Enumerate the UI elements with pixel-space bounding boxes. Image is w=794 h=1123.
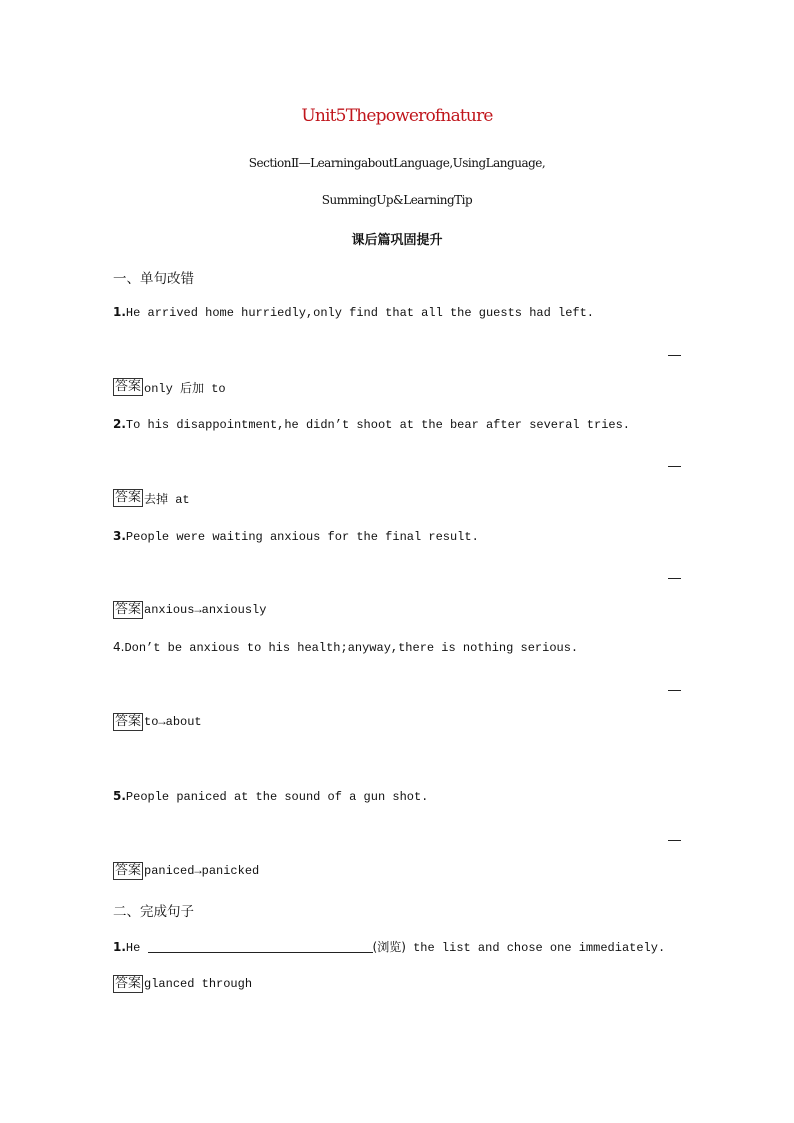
question-1 xyxy=(113,305,594,320)
question-3 xyxy=(113,529,479,544)
answer-blank-line xyxy=(668,840,681,841)
answer-blank-line xyxy=(668,355,681,356)
question-2 xyxy=(113,417,630,432)
section2-title: 二、完成句子 xyxy=(113,904,194,920)
answer-text: to→about xyxy=(144,715,202,729)
completion-answer-1 xyxy=(113,975,252,993)
answer-label: 答案 xyxy=(115,976,142,991)
answer-blank-line xyxy=(668,578,681,579)
answer-label: 答案 xyxy=(115,714,142,729)
fill-in-blank xyxy=(148,940,373,953)
answer-label: 答案 xyxy=(115,863,142,878)
answer-label: 答案 xyxy=(115,602,142,617)
question-text: To his disappointment,he didn’t shoot at the bear after several tries. xyxy=(125,418,631,432)
answer-blank-line xyxy=(668,466,681,467)
question-text-after: the list and chose one immediately. xyxy=(405,941,666,955)
question-number: 3. xyxy=(113,529,126,543)
section1-title: 一、单句改错 xyxy=(113,271,194,287)
answer-label: 答案 xyxy=(115,490,142,505)
answer-2 xyxy=(113,489,190,507)
question-number: 2. xyxy=(113,417,126,431)
question-text: People were waiting anxious for the final result. xyxy=(125,530,479,544)
answer-text: only 后加 to xyxy=(144,381,226,396)
answer-blank-line xyxy=(668,690,681,691)
answer-3 xyxy=(113,601,266,619)
question-text: He arrived home hurriedly,only find that all the guests had left. xyxy=(125,306,594,320)
answer-text: paniced→panicked xyxy=(144,864,260,878)
answer-label: 答案 xyxy=(115,379,142,394)
completion-question-1 xyxy=(113,938,665,955)
question-number: 4. xyxy=(113,640,125,654)
section-subtitle-line1: SectionⅡ—LearningaboutLanguage,UsingLanguage, xyxy=(248,156,546,170)
answer-text: anxious→anxiously xyxy=(144,603,267,617)
answer-5 xyxy=(113,862,259,880)
answer-text: 去掉 at xyxy=(144,492,190,507)
question-number: 1. xyxy=(113,940,126,954)
question-text-before: He xyxy=(125,941,148,955)
question-text: Don’t be anxious to his health;anyway,there is nothing serious. xyxy=(124,641,579,655)
question-4 xyxy=(113,640,578,655)
answer-4 xyxy=(113,713,202,731)
exercise-heading: 课后篇巩固提升 xyxy=(351,233,443,248)
question-5 xyxy=(113,789,428,804)
question-hint: (浏览) xyxy=(372,940,406,954)
question-text: People paniced at the sound of a gun shot. xyxy=(125,790,429,804)
section-subtitle-line2: SummingUp&LearningTip xyxy=(321,193,473,207)
document-title: Unit5Thepowerofnature xyxy=(301,106,493,126)
question-number: 5. xyxy=(113,789,126,803)
answer-text: glanced through xyxy=(144,977,253,991)
answer-1 xyxy=(113,378,226,396)
question-number: 1. xyxy=(113,305,126,319)
